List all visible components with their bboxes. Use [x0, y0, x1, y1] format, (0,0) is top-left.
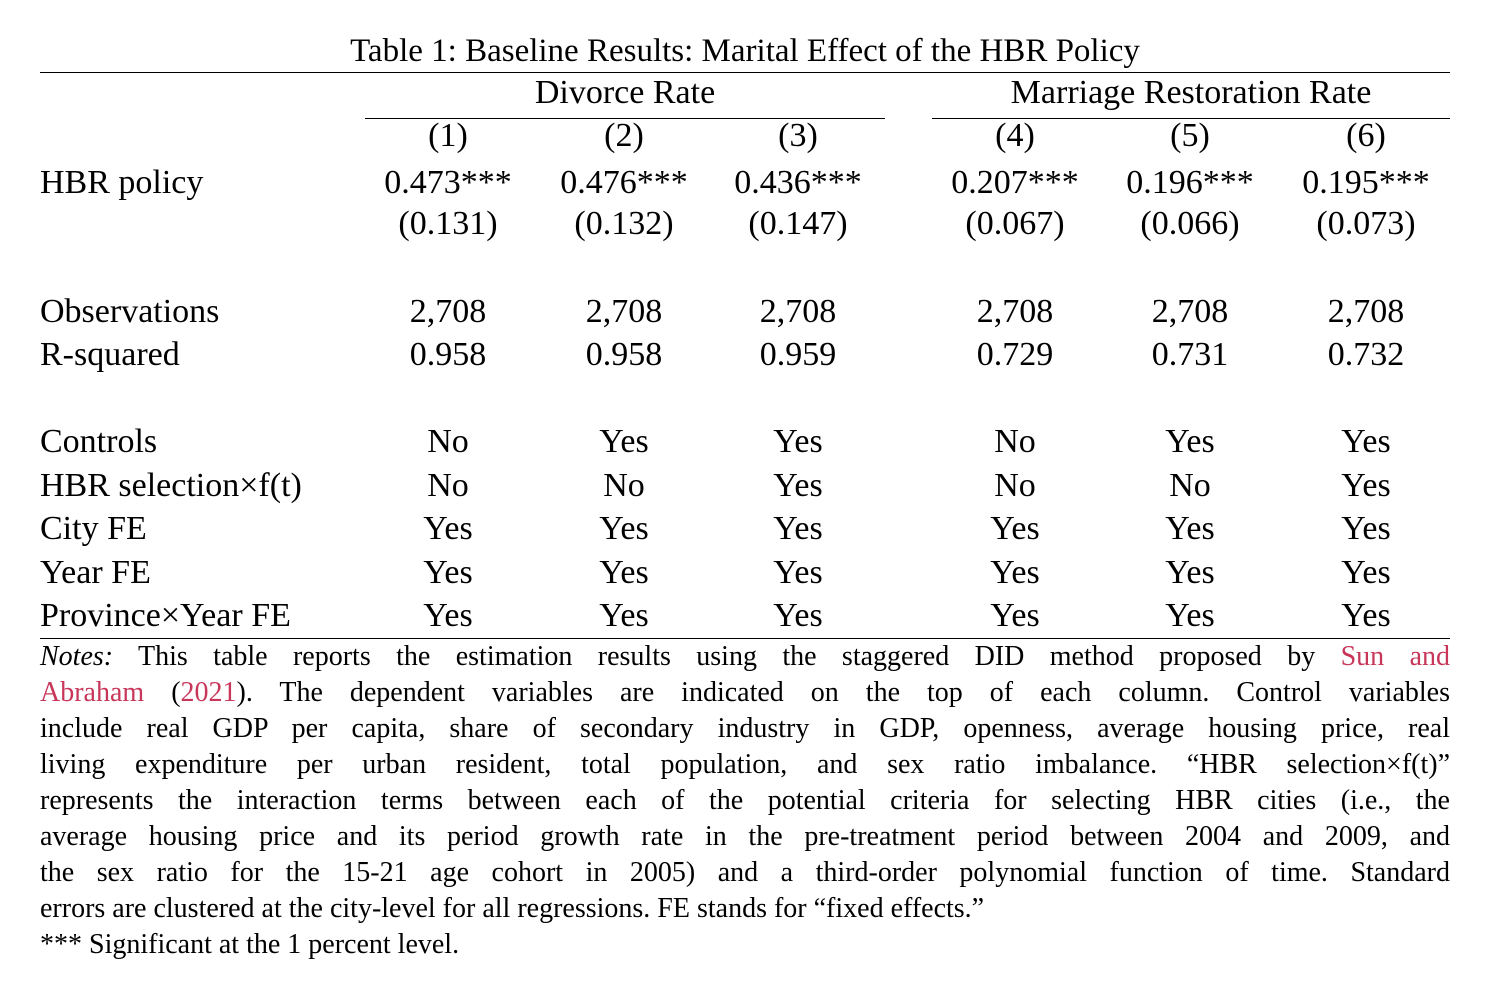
notes-text: living expenditure per urban resident, total population, and sex ratio imbalance. “HBR selection×f(t)” — [40, 749, 1450, 780]
table-cell: Yes — [773, 510, 823, 547]
se-cell: (0.147) — [748, 205, 848, 242]
table-cell: 2,708 — [759, 293, 837, 330]
table-cell: Yes — [423, 510, 473, 547]
se-cell: (0.073) — [1316, 205, 1416, 242]
table-cell: Yes — [773, 467, 823, 504]
table-cell: Yes — [990, 554, 1040, 591]
notes-text: average housing price and its period growth rate in the pre-treatment period between 2004 and 2009, and — [40, 821, 1450, 852]
row-hbr-policy — [0, 161, 1490, 205]
column-number: (5) — [1170, 117, 1210, 154]
row-hbr-selection — [0, 464, 1490, 508]
se-cell: (0.067) — [965, 205, 1065, 242]
table-cell: Yes — [1341, 510, 1391, 547]
notes-line — [40, 783, 1450, 819]
notes-line — [40, 819, 1450, 855]
notes-text: errors are clustered at the city-level for all regressions. FE stands for “fixed effects.” — [40, 893, 985, 924]
table-cell: Yes — [599, 510, 649, 547]
table-cell: No — [994, 423, 1036, 460]
table-cell: Yes — [1165, 510, 1215, 547]
notes-text: include real GDP per capita, share of secondary industry in GDP, openness, average housing price, real — [40, 713, 1450, 744]
column-number: (3) — [778, 117, 818, 154]
table-cell: Yes — [990, 510, 1040, 547]
se-cell: (0.131) — [398, 205, 498, 242]
table-cell: Yes — [423, 597, 473, 634]
row-label: Controls — [40, 423, 158, 460]
table-cell: 0.732 — [1327, 336, 1405, 373]
table-cell: Yes — [1341, 554, 1391, 591]
table-cell: 0.958 — [585, 336, 663, 373]
table-cell: No — [1169, 467, 1211, 504]
table-cell: Yes — [1341, 423, 1391, 460]
notes-label: Notes: — [40, 641, 114, 672]
row-label: HBR selection×f(t) — [40, 467, 302, 504]
coef-cell: 0.436*** — [734, 164, 862, 201]
table-cell: Yes — [423, 554, 473, 591]
notes-text: ( — [171, 677, 181, 708]
table-cell: 0.959 — [759, 336, 837, 373]
row-label: R-squared — [40, 336, 180, 373]
group-header-row — [0, 71, 1490, 115]
row-controls — [0, 420, 1490, 464]
table-cell: Yes — [599, 423, 649, 460]
table-cell: Yes — [773, 554, 823, 591]
table-cell: Yes — [599, 554, 649, 591]
table-notes — [40, 639, 1450, 963]
column-number-row — [0, 114, 1490, 158]
row-label: HBR policy — [40, 164, 204, 201]
notes-line — [40, 711, 1450, 747]
citation-link-authors[interactable]: Sun and — [1340, 641, 1451, 672]
notes-line — [40, 675, 1450, 711]
table-cell: 2,708 — [976, 293, 1054, 330]
coef-cell: 0.476*** — [560, 164, 688, 201]
table-cell: Yes — [1165, 554, 1215, 591]
notes-line — [40, 639, 1450, 675]
significance-note: *** Significant at the 1 percent level. — [40, 929, 460, 960]
coef-cell: 0.195*** — [1302, 164, 1430, 201]
group-header-divorce-rate: Divorce Rate — [534, 74, 716, 111]
table-cell: 0.958 — [409, 336, 487, 373]
notes-text: ). The dependent variables are indicated on the top of each column. Control variables — [236, 677, 1450, 708]
table-cell: 2,708 — [1151, 293, 1229, 330]
table-cell: No — [603, 467, 645, 504]
row-year-fe — [0, 551, 1490, 595]
row-observations — [0, 290, 1490, 334]
row-city-fe — [0, 507, 1490, 551]
row-label: Province×Year FE — [40, 597, 291, 634]
notes-text: This table reports the estimation results using the staggered DID method proposed by — [138, 641, 1316, 672]
table-cell: Yes — [1341, 597, 1391, 634]
column-number: (4) — [995, 117, 1035, 154]
row-label: Year FE — [40, 554, 151, 591]
citation-link-authors[interactable]: Abraham — [40, 677, 145, 708]
table-cell: No — [427, 423, 469, 460]
se-cell: (0.132) — [574, 205, 674, 242]
table-cell: Yes — [773, 423, 823, 460]
table-cell: Yes — [773, 597, 823, 634]
column-number: (6) — [1346, 117, 1386, 154]
notes-text: represents the interaction terms between each of the potential criteria for selecting HBR cities (i.e., the — [40, 785, 1450, 816]
column-number: (2) — [604, 117, 644, 154]
column-number: (1) — [428, 117, 468, 154]
row-r-squared — [0, 333, 1490, 377]
table-cell: 2,708 — [585, 293, 663, 330]
table-cell: No — [427, 467, 469, 504]
table-cell: 2,708 — [1327, 293, 1405, 330]
table-cell: No — [994, 467, 1036, 504]
table-cell: Yes — [990, 597, 1040, 634]
table-cell: Yes — [1165, 597, 1215, 634]
notes-line — [40, 747, 1450, 783]
coef-cell: 0.196*** — [1126, 164, 1254, 201]
citation-link-year[interactable]: 2021 — [180, 677, 237, 708]
notes-line — [40, 855, 1450, 891]
notes-text: the sex ratio for the 15-21 age cohort in 2005) and a third-order polynomial function of time. Standard — [40, 857, 1450, 888]
row-label: City FE — [40, 510, 147, 547]
row-province-year-fe — [0, 594, 1490, 638]
table-cell: Yes — [599, 597, 649, 634]
notes-line — [40, 891, 1450, 927]
table-title: Table 1: Baseline Results: Marital Effect of the HBR Policy — [350, 33, 1140, 69]
coef-cell: 0.207*** — [951, 164, 1079, 201]
row-standard-errors — [0, 202, 1490, 246]
table-cell: 0.729 — [976, 336, 1054, 373]
se-cell: (0.066) — [1140, 205, 1240, 242]
row-label: Observations — [40, 293, 220, 330]
group-header-marriage-restoration-rate: Marriage Restoration Rate — [1010, 74, 1372, 111]
table-cell: 2,708 — [409, 293, 487, 330]
coef-cell: 0.473*** — [384, 164, 512, 201]
table-cell: 0.731 — [1151, 336, 1229, 373]
table-cell: Yes — [1341, 467, 1391, 504]
table-cell: Yes — [1165, 423, 1215, 460]
